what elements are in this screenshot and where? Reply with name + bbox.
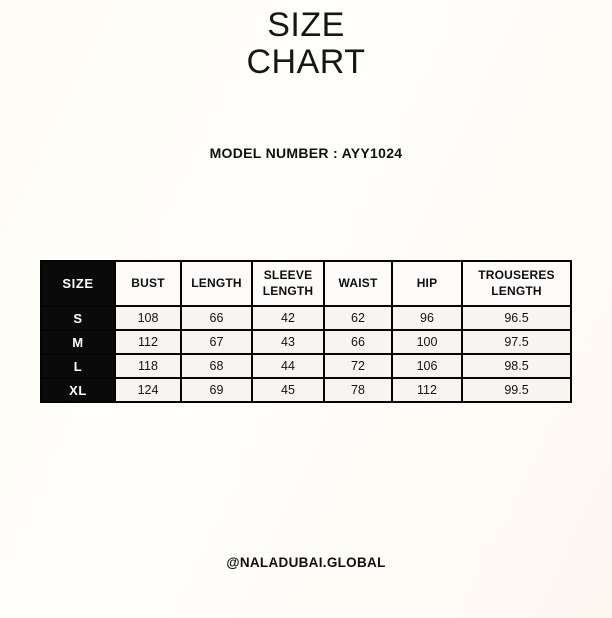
social-handle: @NALADUBAI.GLOBAL: [226, 555, 386, 570]
value-cell: 66: [324, 330, 392, 354]
value-cell: 72: [324, 354, 392, 378]
value-cell: 106: [392, 354, 462, 378]
size-label-s: S: [41, 306, 115, 330]
column-header-trouseres-length: TROUSERES LENGTH: [462, 261, 571, 306]
value-cell: 45: [252, 378, 324, 402]
page-title: [0, 0, 612, 81]
value-cell: 98.5: [462, 354, 571, 378]
value-cell: 42: [252, 306, 324, 330]
table-row-xl: [41, 378, 571, 402]
value-cell: 96: [392, 306, 462, 330]
value-cell: 78: [324, 378, 392, 402]
size-label-m: M: [41, 330, 115, 354]
table-row-s: [41, 306, 571, 330]
table-row-l: [41, 354, 571, 378]
size-table-header: [41, 261, 571, 306]
column-header-size: SIZE: [41, 261, 115, 306]
value-cell: 118: [115, 354, 181, 378]
column-header-length: LENGTH: [181, 261, 252, 306]
value-cell: 66: [181, 306, 252, 330]
value-cell: 69: [181, 378, 252, 402]
value-cell: 100: [392, 330, 462, 354]
title-line-size: SIZE: [267, 6, 345, 44]
table-row-m: [41, 330, 571, 354]
value-cell: 62: [324, 306, 392, 330]
value-cell: 67: [181, 330, 252, 354]
value-cell: 44: [252, 354, 324, 378]
column-header-sleeve-length: SLEEVE LENGTH: [252, 261, 324, 306]
model-number: MODEL NUMBER : AYY1024: [209, 145, 403, 161]
column-header-bust: BUST: [115, 261, 181, 306]
value-cell: 43: [252, 330, 324, 354]
size-label-l: L: [41, 354, 115, 378]
header-row: [41, 261, 571, 306]
column-header-hip: HIP: [392, 261, 462, 306]
value-cell: 108: [115, 306, 181, 330]
column-header-waist: WAIST: [324, 261, 392, 306]
value-cell: 112: [115, 330, 181, 354]
size-table-container: [0, 260, 612, 403]
value-cell: 68: [181, 354, 252, 378]
value-cell: 124: [115, 378, 181, 402]
title-line-chart: CHART: [246, 43, 366, 81]
value-cell: 99.5: [462, 378, 571, 402]
size-table: [40, 260, 572, 403]
value-cell: 97.5: [462, 330, 571, 354]
value-cell: 112: [392, 378, 462, 402]
size-label-xl: XL: [41, 378, 115, 402]
value-cell: 96.5: [462, 306, 571, 330]
size-table-body: [41, 306, 571, 402]
